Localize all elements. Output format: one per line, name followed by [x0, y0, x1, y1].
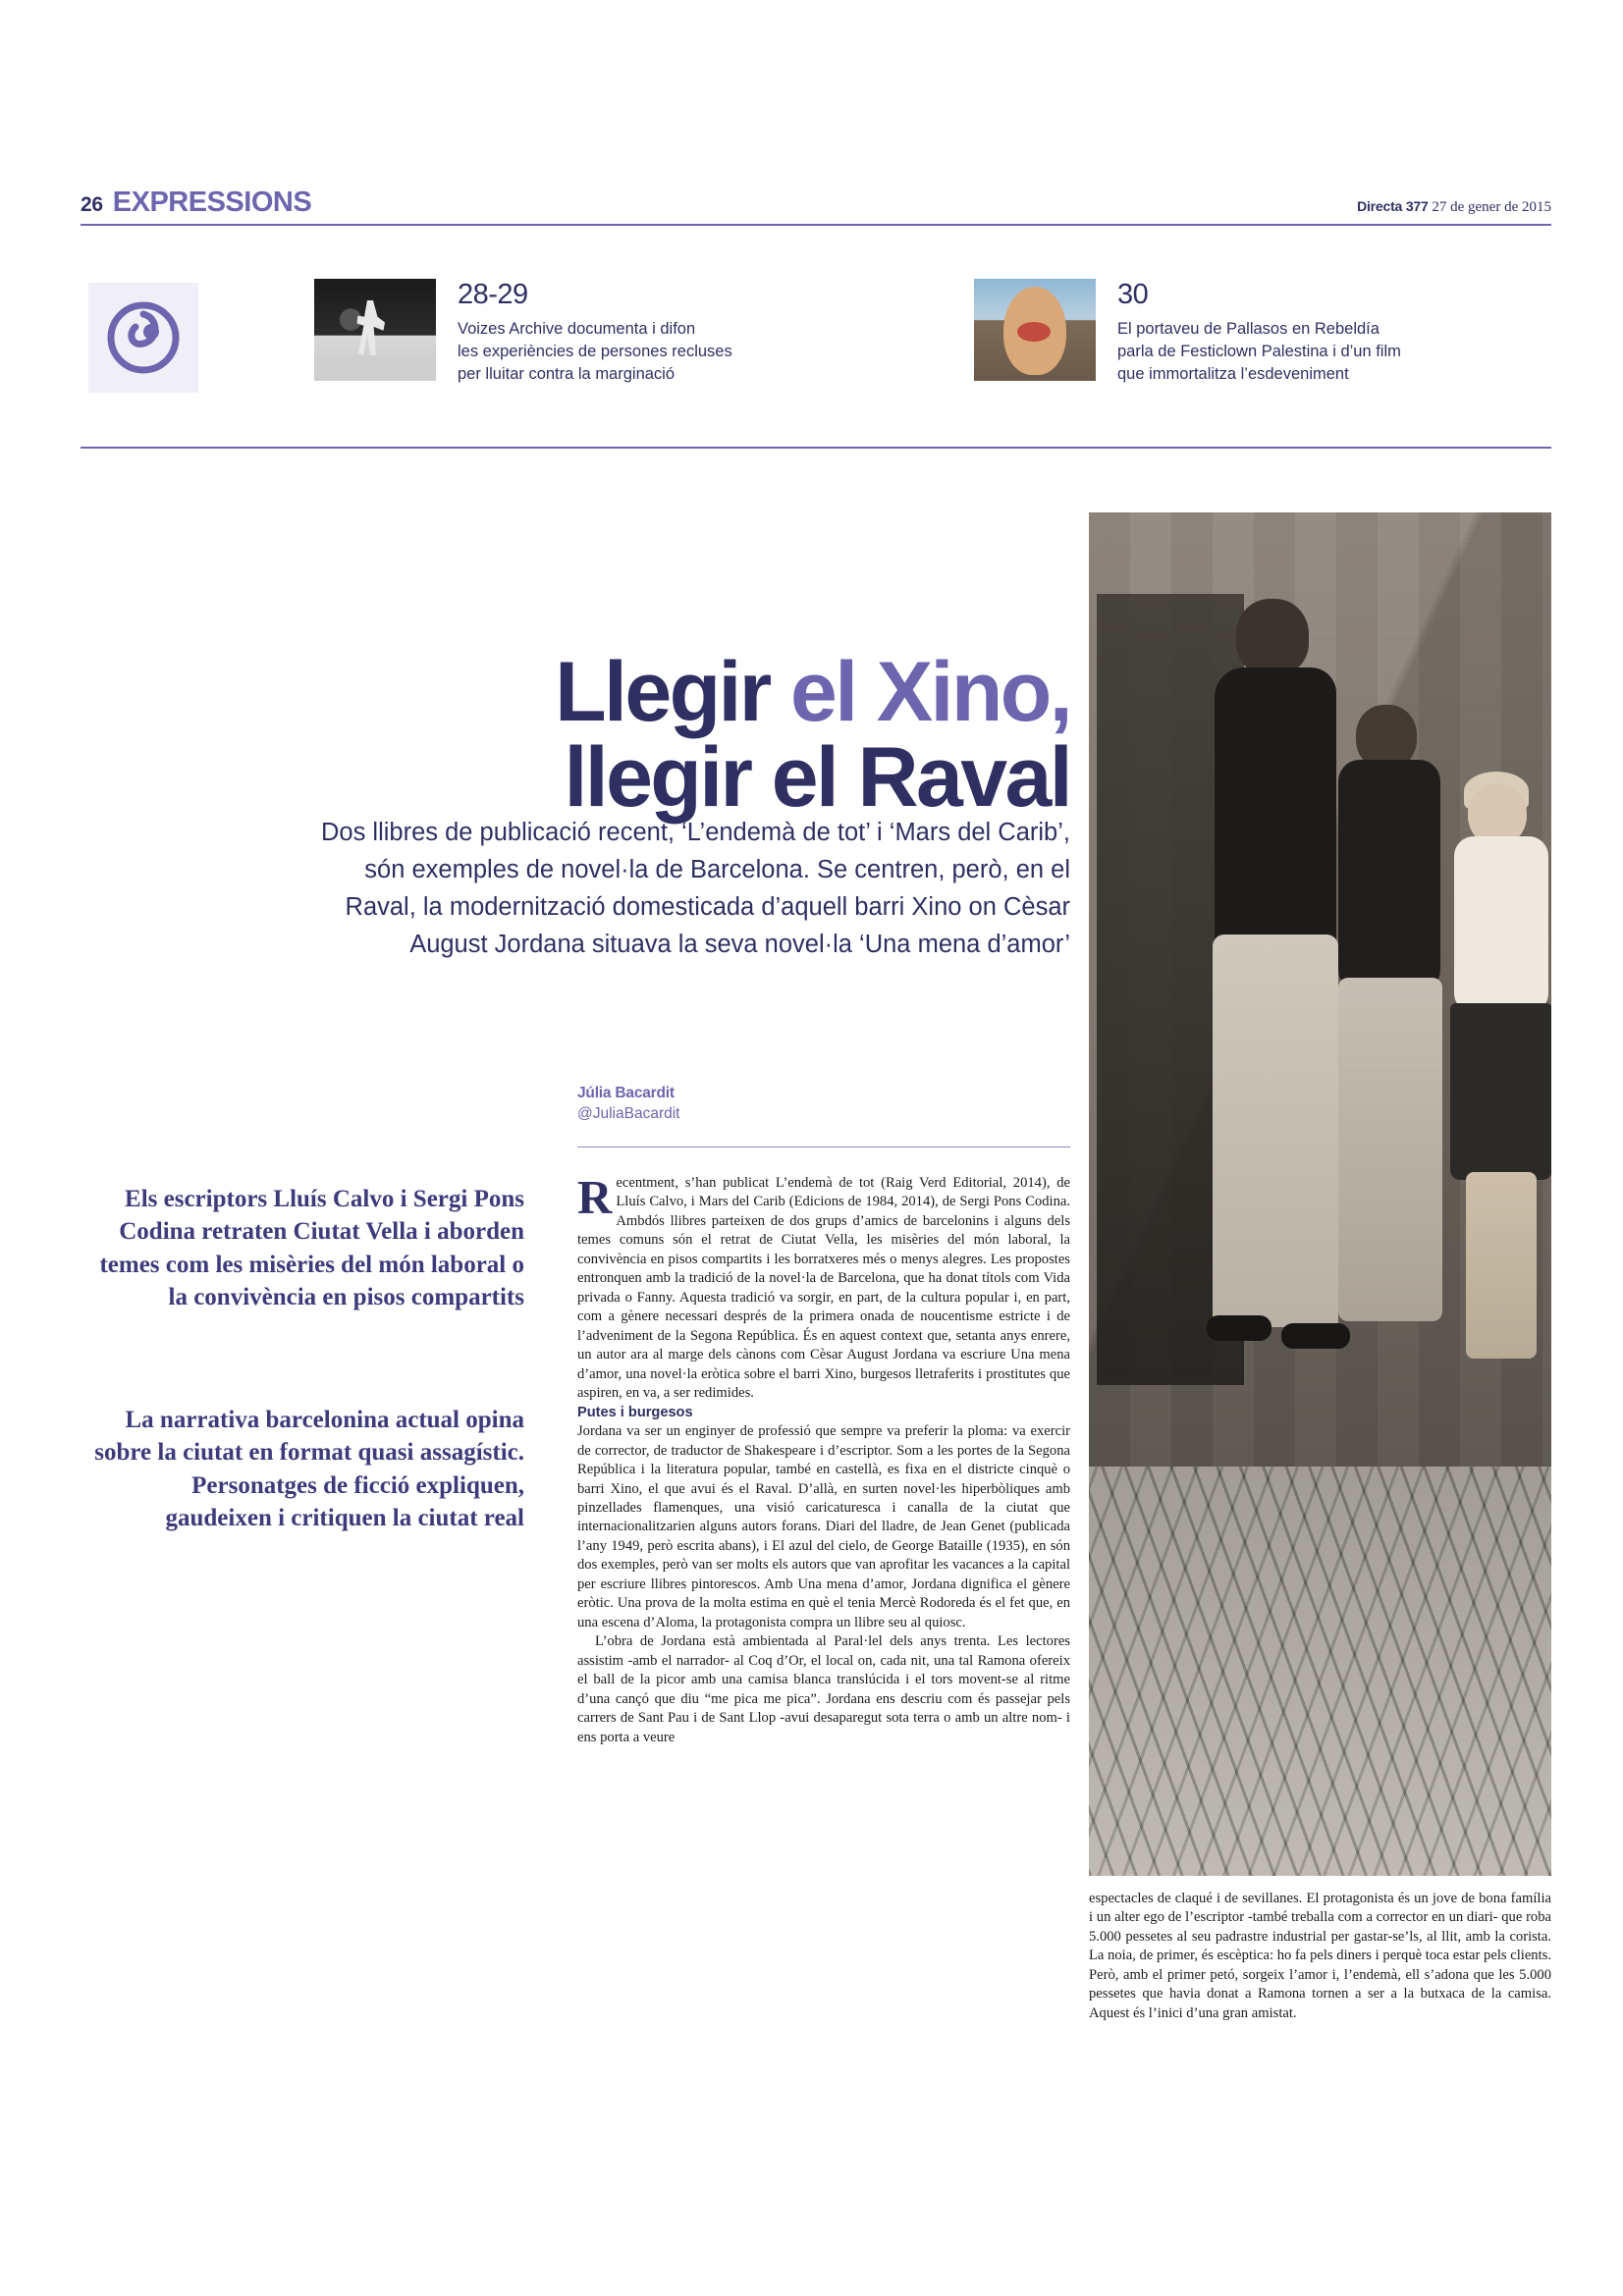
pull-quote: La narrativa barcelonina actual opina sobre la ciutat en format quasi assagístic. Personatges de ficció expliquen, gaudeixen i critiquen la ciutat real — [94, 1407, 524, 1531]
teaser-line-1: Voizes Archive documenta i difon — [458, 320, 696, 338]
issue-date: 27 de gener de 2015 — [1432, 199, 1551, 215]
masthead-issue-info — [1357, 198, 1551, 216]
teaser-line-2: les experiències de persones recluses — [458, 342, 732, 360]
directa-logo-icon — [88, 283, 198, 393]
body-paragraph — [577, 1170, 1070, 1404]
pull-quote: Els escriptors Lluís Calvo i Sergi Pons Codina retraten Ciutat Vella i aborden temes com les misèries del món laboral o la convivència en pisos compartits — [99, 1186, 524, 1310]
teaser-item[interactable] — [974, 279, 1401, 386]
body-paragraph-text: ecentment, s’han publicat L’endemà de tot (Raig Verd Editorial, 2014), de Lluís Calvo, i Mars del Carib (Edicions de 1984, 2014), de Sergi Pons Codina. Ambdós llibres parteixen de dos grups d’amics de barcelonins i alguns dels temes comuns són el retrat de Ciutat Vella, les misèries del món laboral, la convivència en pisos compartits i les borratxeres més o menys alegres. Les propostes entronquen amb la tradició de la novel·la de Barcelona, que ha donat títols com Vida privada o Fanny. Aquesta tradició va sorgir, en part, de la cultura popular i, en part, com a gènere necessari després de la primera onada de noucentisme estricte i de l’adveniment de la Segona República. És en aquest context que, setanta anys enrere, un autor ara al marge dels cànons com Cèsar August Jordana va escriure Una mena d’amor, una novel·la eròtica sobre el barri Xino, burgesos lletraferits i prostitutes que aspiren, en va, a ser redimides. — [577, 1175, 1070, 1402]
teaser-line-1: El portaveu de Pallasos en Rebeldía — [1117, 320, 1380, 338]
teaser-line-3: per lluitar contra la marginació — [458, 364, 676, 383]
divider-bottom — [81, 447, 1551, 449]
article-standfirst: Dos llibres de publicació recent, ‘L’endemà de tot’ i ‘Mars del Carib’, són exemples de novel·la de Barcelona. Se centren, però, en el Raval, la modernització domesticada d’aquell barri Xino on Cèsar August Jordana situava la seva novel·la ‘Una mena d’amor’ — [320, 819, 1070, 958]
section-title: EXPRESSIONS — [112, 187, 312, 218]
body-subheading: Putes i burgesos — [577, 1404, 693, 1420]
body-paragraph: Jordana va ser un enginyer de professió que sempre va preferir la ploma: va exercir de corrector, de traductor de Shakespeare i d’escriptor. Som a les portes de la Segona República i la literatura popular, també en castellà, es fixa en el districte cinquè o barri Xino, el que avui és el Raval. D’allà, en surten novel·les hiperbòliques amb pinzellades flamenques, una visió caricaturesca i canalla de la ciutat que internacionalitzarien alguns autors forans. Diari del lladre, de Jean Genet (publicada l’any 1949, però escrita abans), i El azul del cielo, de George Bataille (1935), en són dos exemples, però van ser molts els autors que van aprofitar les vacances a la capital per escriure llibres pintorescos. Amb Una mena d’amor, Jordana dignifica el gènere eròtic. Una prova de la molta estima en què el tenia Mercè Rodoreda és el fet que, en una escena d’Aloma, la protagonista compra un llibre seu al quiosc. — [577, 1423, 1070, 1630]
teaser-line-3: que immortalitza l’esdeveniment — [1117, 364, 1349, 383]
teaser-page-number: 30 — [1117, 279, 1149, 310]
photo-film-grain-overlay — [1089, 512, 1551, 1876]
byline — [577, 1085, 1070, 1123]
teaser-text — [1117, 279, 1401, 386]
teaser-strip — [81, 265, 1551, 422]
byline-divider — [577, 1147, 1070, 1148]
body-paragraph: espectacles de claqué i de sevillanes. El protagonista és un jove de bona família i un alter ego de l’escriptor -també treballa com a corrector en un diari- que roba 5.000 pessetes al seu padrastre industrial per gastar-se’ls, al llit, amb la corista. La noia, de primer, és escèptica: ho fa pels diners i perquè toca estar pels clients. Però, amb el primer petó, sorgeix l’amor i, l’endemà, ell s’adona que les 5.000 pessetes que havia donat a Ramona tornen a ser a la butxaca de la camisa. Aquest és l’inici d’una gran amistat. — [1089, 1891, 1551, 2021]
divider-top — [81, 224, 1551, 226]
teaser-thumbnail — [314, 279, 436, 381]
teaser-line-2: parla de Festiclown Palestina i d’un film — [1117, 342, 1401, 360]
article-hero-photo — [1089, 512, 1551, 1876]
article-body-column-1 — [577, 1170, 1070, 1875]
publication-name: Directa 377 — [1357, 198, 1429, 214]
headline-line-1-part-2: el Xino, — [789, 644, 1070, 739]
headline-line-2: llegir el Raval — [564, 730, 1070, 826]
article-body-column-2 — [1089, 1890, 1551, 2023]
masthead-left — [81, 187, 311, 219]
teaser-thumbnail — [974, 279, 1096, 381]
body-paragraph: L’obra de Jordana està ambientada al Paral·lel dels anys trenta. Les lectores assistim -amb el narrador- al Coq d’Or, el local on, cada nit, una tal Ramona ofereix el ball de la picor amb una camisa blanca translúcida i el tors movent-se al ritme d’una cançó que diu “me pica me pica”. Jordana ens descriu com és passejar pels carrers de Sant Pau i de Sant Llop -avui desaparegut sota terra o amb un altre nom- i ens porta a veure — [577, 1633, 1070, 1745]
byline-handle[interactable]: @JuliaBacardit — [577, 1105, 680, 1122]
teaser-text — [458, 279, 732, 386]
teaser-page-number: 28-29 — [458, 279, 528, 310]
teaser-item[interactable] — [314, 279, 732, 386]
headline-line-1-part-1: Llegir — [555, 644, 790, 739]
page-folio: 26 — [81, 193, 103, 216]
page-title — [295, 644, 1070, 826]
masthead — [81, 187, 1551, 219]
byline-author: Júlia Bacardit — [577, 1085, 675, 1101]
drop-cap: R — [577, 1170, 613, 1224]
